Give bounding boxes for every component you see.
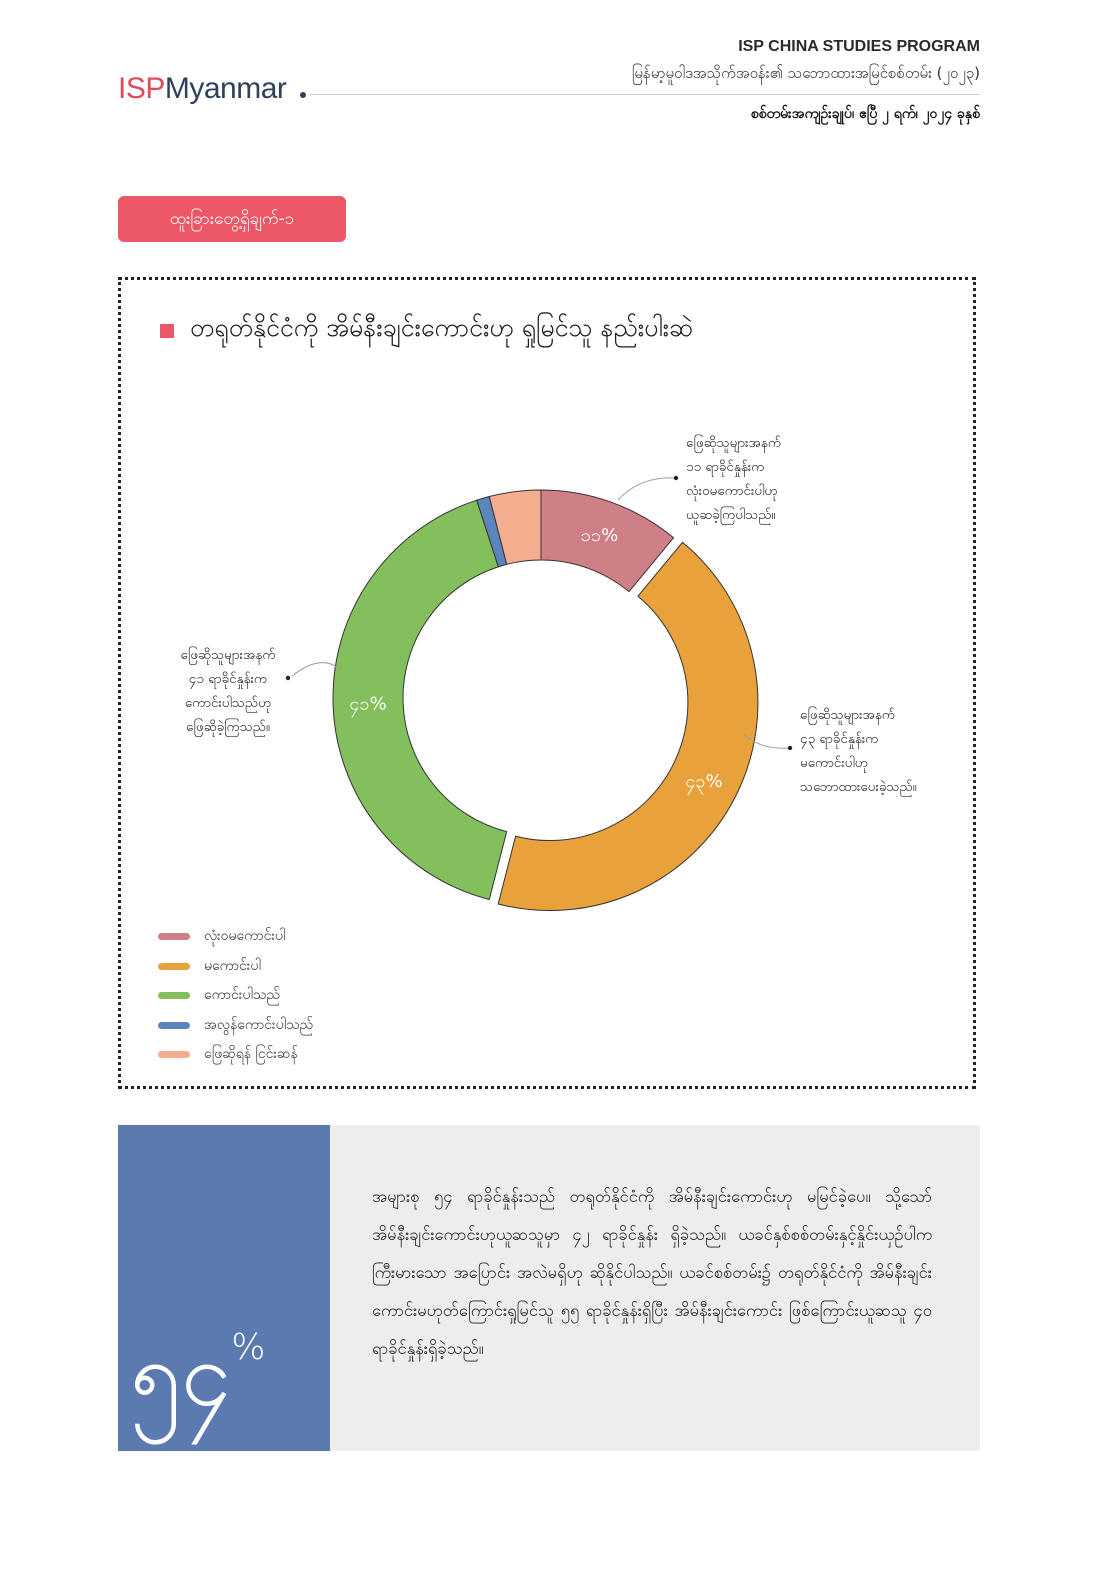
- legend-swatch: [158, 1051, 190, 1058]
- legend-item-refused: [158, 1040, 313, 1070]
- legend-label: ဖြေဆိုရန် ငြင်းဆန်: [204, 1046, 298, 1063]
- data-label-bad: ၄၃%: [685, 771, 723, 793]
- leader-dot-bad: [788, 746, 792, 750]
- chart-legend: [158, 922, 313, 1070]
- annotation-bad: [800, 703, 980, 799]
- annotation-line: ကောင်းပါသည်ဟု: [184, 695, 272, 711]
- data-label-good: ၄၁%: [349, 693, 387, 715]
- legend-item-strongly-bad: [158, 922, 313, 952]
- annotation-line: ဖြေဆိုခဲ့ကြသည်။: [186, 719, 270, 735]
- annotation-good: [153, 643, 303, 739]
- data-label-strongly-bad: ၁၁%: [580, 525, 619, 547]
- highlight-unit: %: [231, 1327, 266, 1368]
- annotation-line: ဖြေဆိုသူများအနက်: [800, 707, 896, 723]
- legend-label: အလွန်ကောင်းပါသည်: [204, 1016, 314, 1033]
- logo-myanmar-text: Myanmar: [164, 72, 287, 105]
- annotation-line: လုံးဝမကောင်းပါဟု: [686, 483, 778, 499]
- legend-item-very-good: [158, 1011, 313, 1041]
- survey-subtitle: မြန်မာ့မူဝါဒအသိုက်အဝန်း၏ သဘောထားအမြင်စစ်တမ်း (၂၀၂၃): [631, 64, 980, 82]
- legend-item-good: [158, 981, 313, 1011]
- logo-isp-text: ISP: [118, 72, 165, 105]
- annotation-line: ဖြေဆိုသူများအနက်: [686, 435, 782, 451]
- brief-date: စစ်တမ်းအကျဉ်းချုပ်၊ ဧပြီ ၂ ရက်၊ ၂၀၂၄ ခုနှစ်: [750, 106, 980, 122]
- finding-badge: ထူးခြားတွေ့ရှိချက်-၁: [118, 196, 346, 242]
- annotation-line: ၄၃ ရာခိုင်နှုန်းက: [800, 731, 879, 747]
- legend-swatch: [158, 992, 190, 999]
- leader-dot-strongly-bad: [674, 476, 678, 480]
- legend-item-bad: [158, 952, 313, 982]
- leader-line-strongly-bad: [618, 478, 676, 500]
- annotation-strongly-bad: [686, 431, 836, 527]
- summary-text: အများစု ၅၄ ရာခိုင်နှုန်းသည် တရုတ်နိုင်ငံကို အိမ်နီးချင်းကောင်းဟု မမြင်ခဲ့ပေ။ သို့သော် အိမ်နီးချင်းကောင်းဟုယူဆသူမှာ ၄၂ ရာခိုင်နှုန်း ရှိခဲ့သည်။ ယခင်နှစ်စစ်တမ်းနှင့်နှိုင်းယှဉ်ပါက ကြီးမားသော အပြောင်း အလဲမရှိဟု ဆိုနိုင်ပါသည်။ ယခင်စစ်တမ်း၌ တရုတ်နိုင်ငံကို အိမ်နီးချင်း ကောင်းမဟုတ်ကြောင်းရှုမြင်သူ ၅၅ ရာခိုင်နှုန်းရှိပြီး အိမ်နီးချင်းကောင်း ဖြစ်ကြောင်းယူဆသူ ၄၀ ရာခိုင်နှုန်းရှိခဲ့သည်။: [372, 1187, 932, 1358]
- legend-label: မကောင်းပါ: [204, 957, 261, 974]
- legend-swatch: [158, 933, 190, 940]
- legend-swatch: [158, 1022, 190, 1029]
- annotation-line: သဘောထားပေးခဲ့သည်။: [800, 779, 917, 795]
- program-title: ISP CHINA STUDIES PROGRAM: [738, 38, 980, 55]
- highlight-value: ၅၄: [130, 1322, 232, 1427]
- slice-bad: [498, 542, 758, 910]
- annotation-line: ဖြေဆိုသူများအနက်: [180, 647, 276, 663]
- annotation-line: ၁၁ ရာခိုင်နှုန်းက: [686, 459, 765, 475]
- annotation-line: မကောင်းပါဟု: [800, 755, 868, 771]
- chart-title: တရုတ်နိုင်ငံကို အိမ်နီးချင်းကောင်းဟု ရှုမြင်သူ နည်းပါးဆဲ: [190, 313, 694, 342]
- annotation-line: ၄၁ ရာခိုင်နှုန်းက: [188, 671, 268, 687]
- legend-label: လုံးဝမကောင်းပါ: [204, 928, 286, 945]
- legend-swatch: [158, 963, 190, 970]
- annotation-line: ယူဆခဲ့ကြပါသည်။: [686, 507, 776, 523]
- highlight-number: [130, 1322, 266, 1427]
- legend-label: ကောင်းပါသည်: [204, 987, 280, 1004]
